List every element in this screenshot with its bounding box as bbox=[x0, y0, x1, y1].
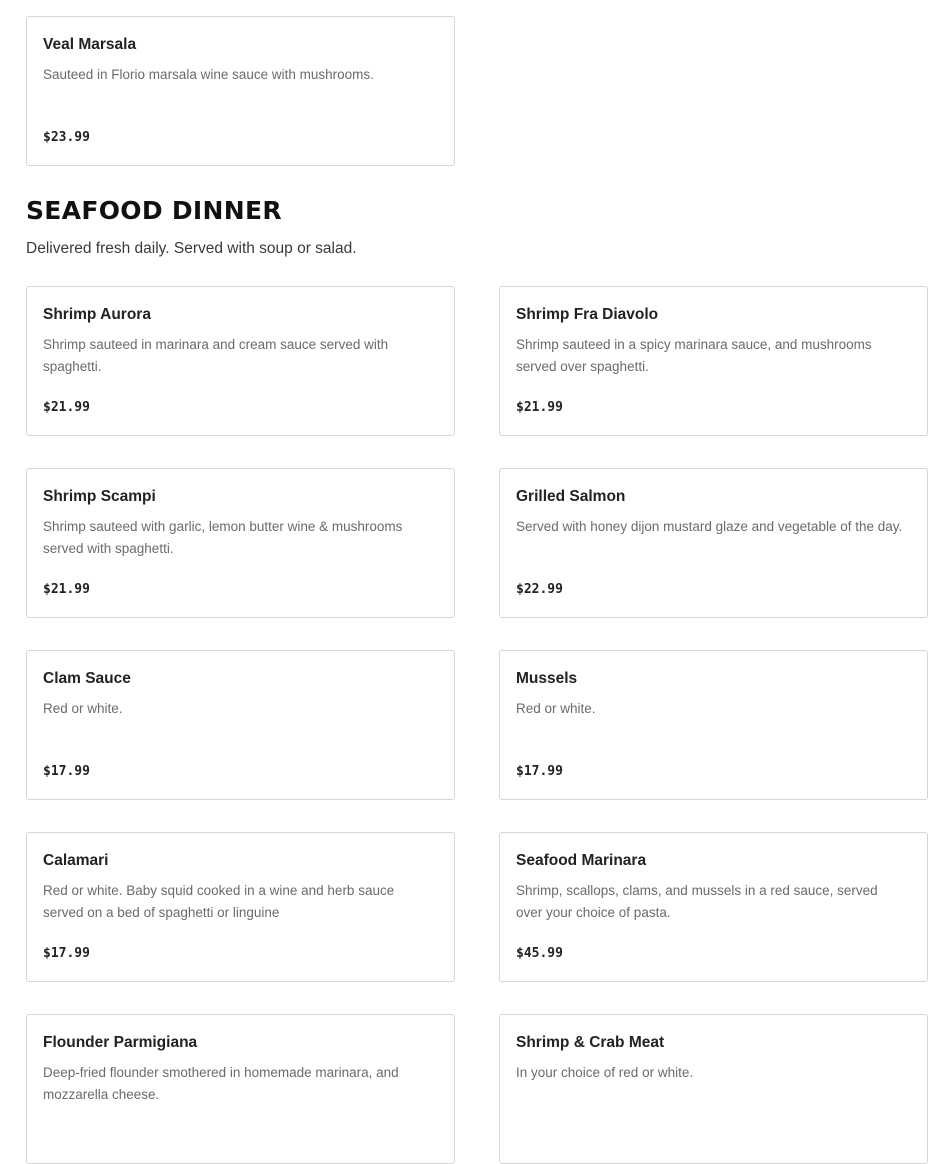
menu-item-description: Red or white. bbox=[43, 701, 123, 716]
menu-item-description: Deep-fried flounder smothered in homemade marinara, and mozzarella cheese. bbox=[43, 1065, 399, 1102]
menu-item-description: Sauteed in Florio marsala wine sauce with mushrooms. bbox=[43, 67, 374, 82]
menu-item-price: $21.99 bbox=[43, 582, 90, 597]
menu-item-name: Clam Sauce bbox=[43, 670, 131, 687]
menu-item-description: Red or white. bbox=[516, 701, 596, 716]
menu-item-price: $45.99 bbox=[516, 946, 563, 961]
menu-item-name: Flounder Parmigiana bbox=[43, 1034, 198, 1051]
menu-item-name: Shrimp & Crab Meat bbox=[516, 1034, 665, 1051]
menu-item-price: $17.99 bbox=[516, 764, 563, 779]
menu-item-name: Calamari bbox=[43, 852, 109, 869]
menu-item-description: Red or white. Baby squid cooked in a wine and herb sauce served on a bed of spaghetti or linguine bbox=[43, 883, 395, 920]
menu-item-card[interactable] bbox=[26, 1014, 455, 1164]
menu-item-card[interactable] bbox=[499, 468, 928, 618]
menu-item-description: In your choice of red or white. bbox=[516, 1065, 694, 1080]
menu-item-price: $21.99 bbox=[43, 400, 90, 415]
menu-item-description: Served with honey dijon mustard glaze and vegetable of the day. bbox=[516, 519, 903, 534]
menu-item-name: Seafood Marinara bbox=[516, 852, 647, 869]
menu-item-card[interactable] bbox=[499, 1014, 928, 1164]
menu-item-price: $17.99 bbox=[43, 764, 90, 779]
menu-item-card[interactable] bbox=[26, 286, 455, 436]
menu-item-card[interactable] bbox=[26, 16, 455, 166]
menu-item-description: Shrimp sauteed in a spicy marinara sauce, and mushrooms served over spaghetti. bbox=[516, 337, 872, 374]
menu-item-description: Shrimp sauteed with garlic, lemon butter wine & mushrooms served with spaghetti. bbox=[43, 519, 403, 556]
menu-item-name: Veal Marsala bbox=[43, 36, 137, 53]
menu-item-description: Shrimp sauteed in marinara and cream sauce served with spaghetti. bbox=[43, 337, 389, 374]
section-title: SEAFOOD DINNER bbox=[26, 196, 282, 225]
menu-item-name: Mussels bbox=[516, 670, 578, 687]
menu-item-price: $22.99 bbox=[516, 582, 563, 597]
menu-item-description: Shrimp, scallops, clams, and mussels in a red sauce, served over your choice of pasta. bbox=[516, 883, 878, 920]
section-description: Delivered fresh daily. Served with soup or salad. bbox=[26, 240, 357, 257]
menu-item-card[interactable] bbox=[26, 468, 455, 618]
menu-item-card[interactable] bbox=[26, 832, 455, 982]
menu-item-price: $23.99 bbox=[43, 130, 90, 145]
menu-item-name: Shrimp Aurora bbox=[43, 306, 151, 323]
menu-item-card[interactable] bbox=[499, 650, 928, 800]
menu-item-name: Shrimp Scampi bbox=[43, 488, 156, 505]
menu-item-card[interactable] bbox=[499, 286, 928, 436]
menu-item-card[interactable] bbox=[499, 832, 928, 982]
menu-item-price: $21.99 bbox=[516, 400, 563, 415]
menu-item-name: Grilled Salmon bbox=[516, 488, 626, 505]
menu-item-name: Shrimp Fra Diavolo bbox=[516, 306, 659, 323]
menu-item-card[interactable] bbox=[26, 650, 455, 800]
menu-item-price: $17.99 bbox=[43, 946, 90, 961]
